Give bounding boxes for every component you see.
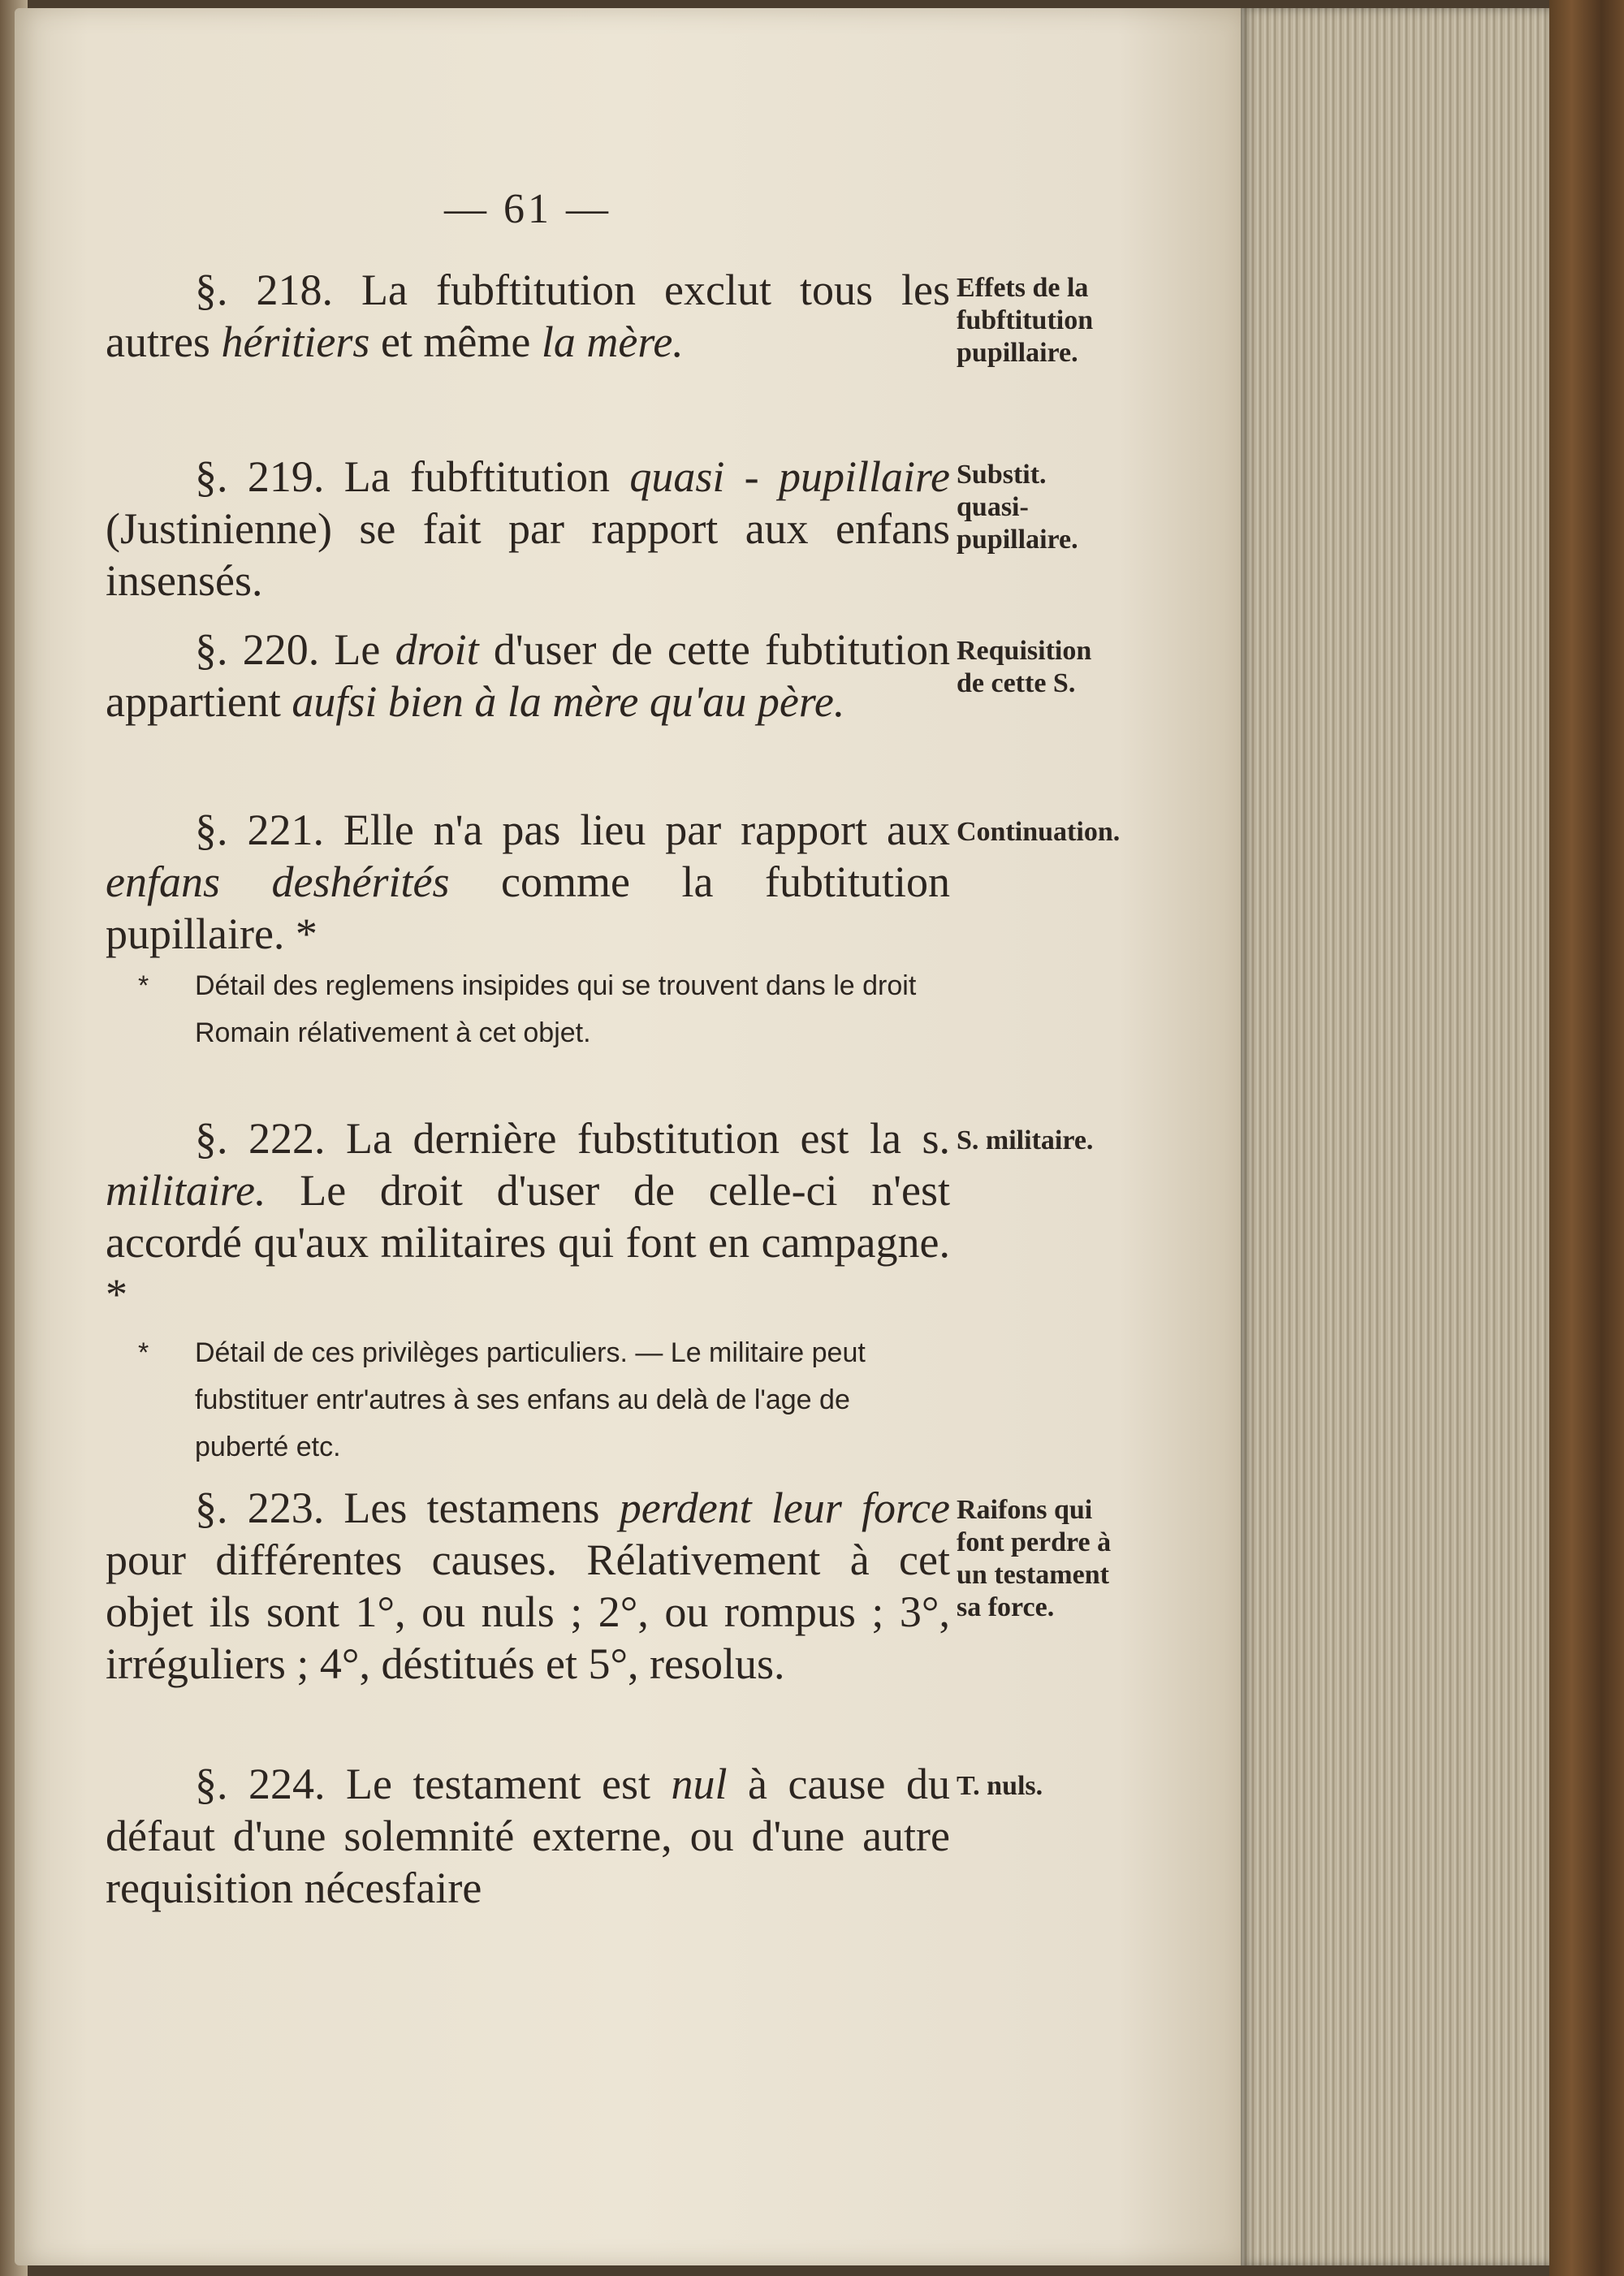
paragraph-221: [106, 804, 950, 960]
marginal-note-222: S. militaire.: [957, 1125, 1094, 1155]
book-cover: [1549, 0, 1624, 2276]
page-number: — 61 —: [444, 186, 611, 232]
paragraph-219: [106, 451, 950, 607]
footnote-text: Détail des reglemens insipides qui se trouvent dans le droit Romain rélativement à cet objet.: [195, 970, 917, 1048]
paragraph-222: [106, 1112, 950, 1320]
paragraph-223: [106, 1482, 950, 1690]
footnote-222: [138, 1329, 950, 1471]
paragraph-220: [106, 624, 950, 728]
footnote-marker: *: [138, 1337, 149, 1368]
section-number: §. 222.: [195, 1114, 326, 1163]
section-number: §. 218.: [195, 266, 334, 314]
page-edges: [1241, 8, 1549, 2265]
marginal-note-219: Substit. quasi-pupillaire.: [957, 460, 1078, 555]
paragraph-218: [106, 264, 950, 368]
paragraph-body: §. 223. Les testamens perdent leur force pour différentes causes. Rélativement à cet objet ils sont 1°, ou nuls ; 2°, ou rompus ; 3°, irréguliers ; 4°, déstitués et 5°, resolus.: [106, 1484, 950, 1688]
marginal-note-223: Raifons qui font perdre à un testament sa force.: [957, 1495, 1112, 1622]
footnote-text: Détail de ces privilèges particuliers. — Le militaire peut fubstituer entr'autres à ses enfans au delà de l'age de puberté etc.: [195, 1337, 866, 1462]
section-number: §. 221.: [195, 805, 324, 854]
marginal-note-224: T. nuls.: [957, 1771, 1043, 1801]
paragraph-body: §. 219. La fubftitution quasi - pupillaire (Justinienne) se fait par rapport aux enfans insensés.: [106, 452, 950, 605]
marginal-note-218: Effets de la fubftitution pupillaire.: [957, 273, 1094, 368]
section-number: §. 219.: [195, 452, 325, 501]
marginal-note-221: Continuation.: [957, 817, 1121, 847]
paragraph-body: §. 222. La dernière fubstitution est la s. militaire. Le droit d'user de celle-ci n'est accordé qu'aux militaires qui font en campagne. *: [106, 1114, 950, 1319]
footnote-221: [138, 962, 950, 1056]
paragraph-body: §. 220. Le droit d'user de cette fubtitution appartient aufsi bien à la mère qu'au père.: [106, 625, 951, 726]
section-number: §. 223.: [195, 1484, 325, 1532]
paragraph-body: §. 218. La fubftitution exclut tous les autres héritiers et même la mère.: [106, 266, 950, 366]
paragraph-224: [106, 1758, 950, 1914]
section-number: §. 220.: [195, 625, 320, 674]
footnote-marker: *: [138, 970, 149, 1001]
marginal-note-220: Requisition de cette S.: [957, 636, 1092, 698]
section-number: §. 224.: [195, 1760, 326, 1808]
paragraph-body: §. 221. Elle n'a pas lieu par rapport aux enfans deshérités comme la fubtitution pupillaire. *: [106, 805, 951, 958]
paragraph-body: §. 224. Le testament est nul à cause du défaut d'une solemnité externe, ou d'une autre requisition nécesfaire: [106, 1760, 950, 1912]
